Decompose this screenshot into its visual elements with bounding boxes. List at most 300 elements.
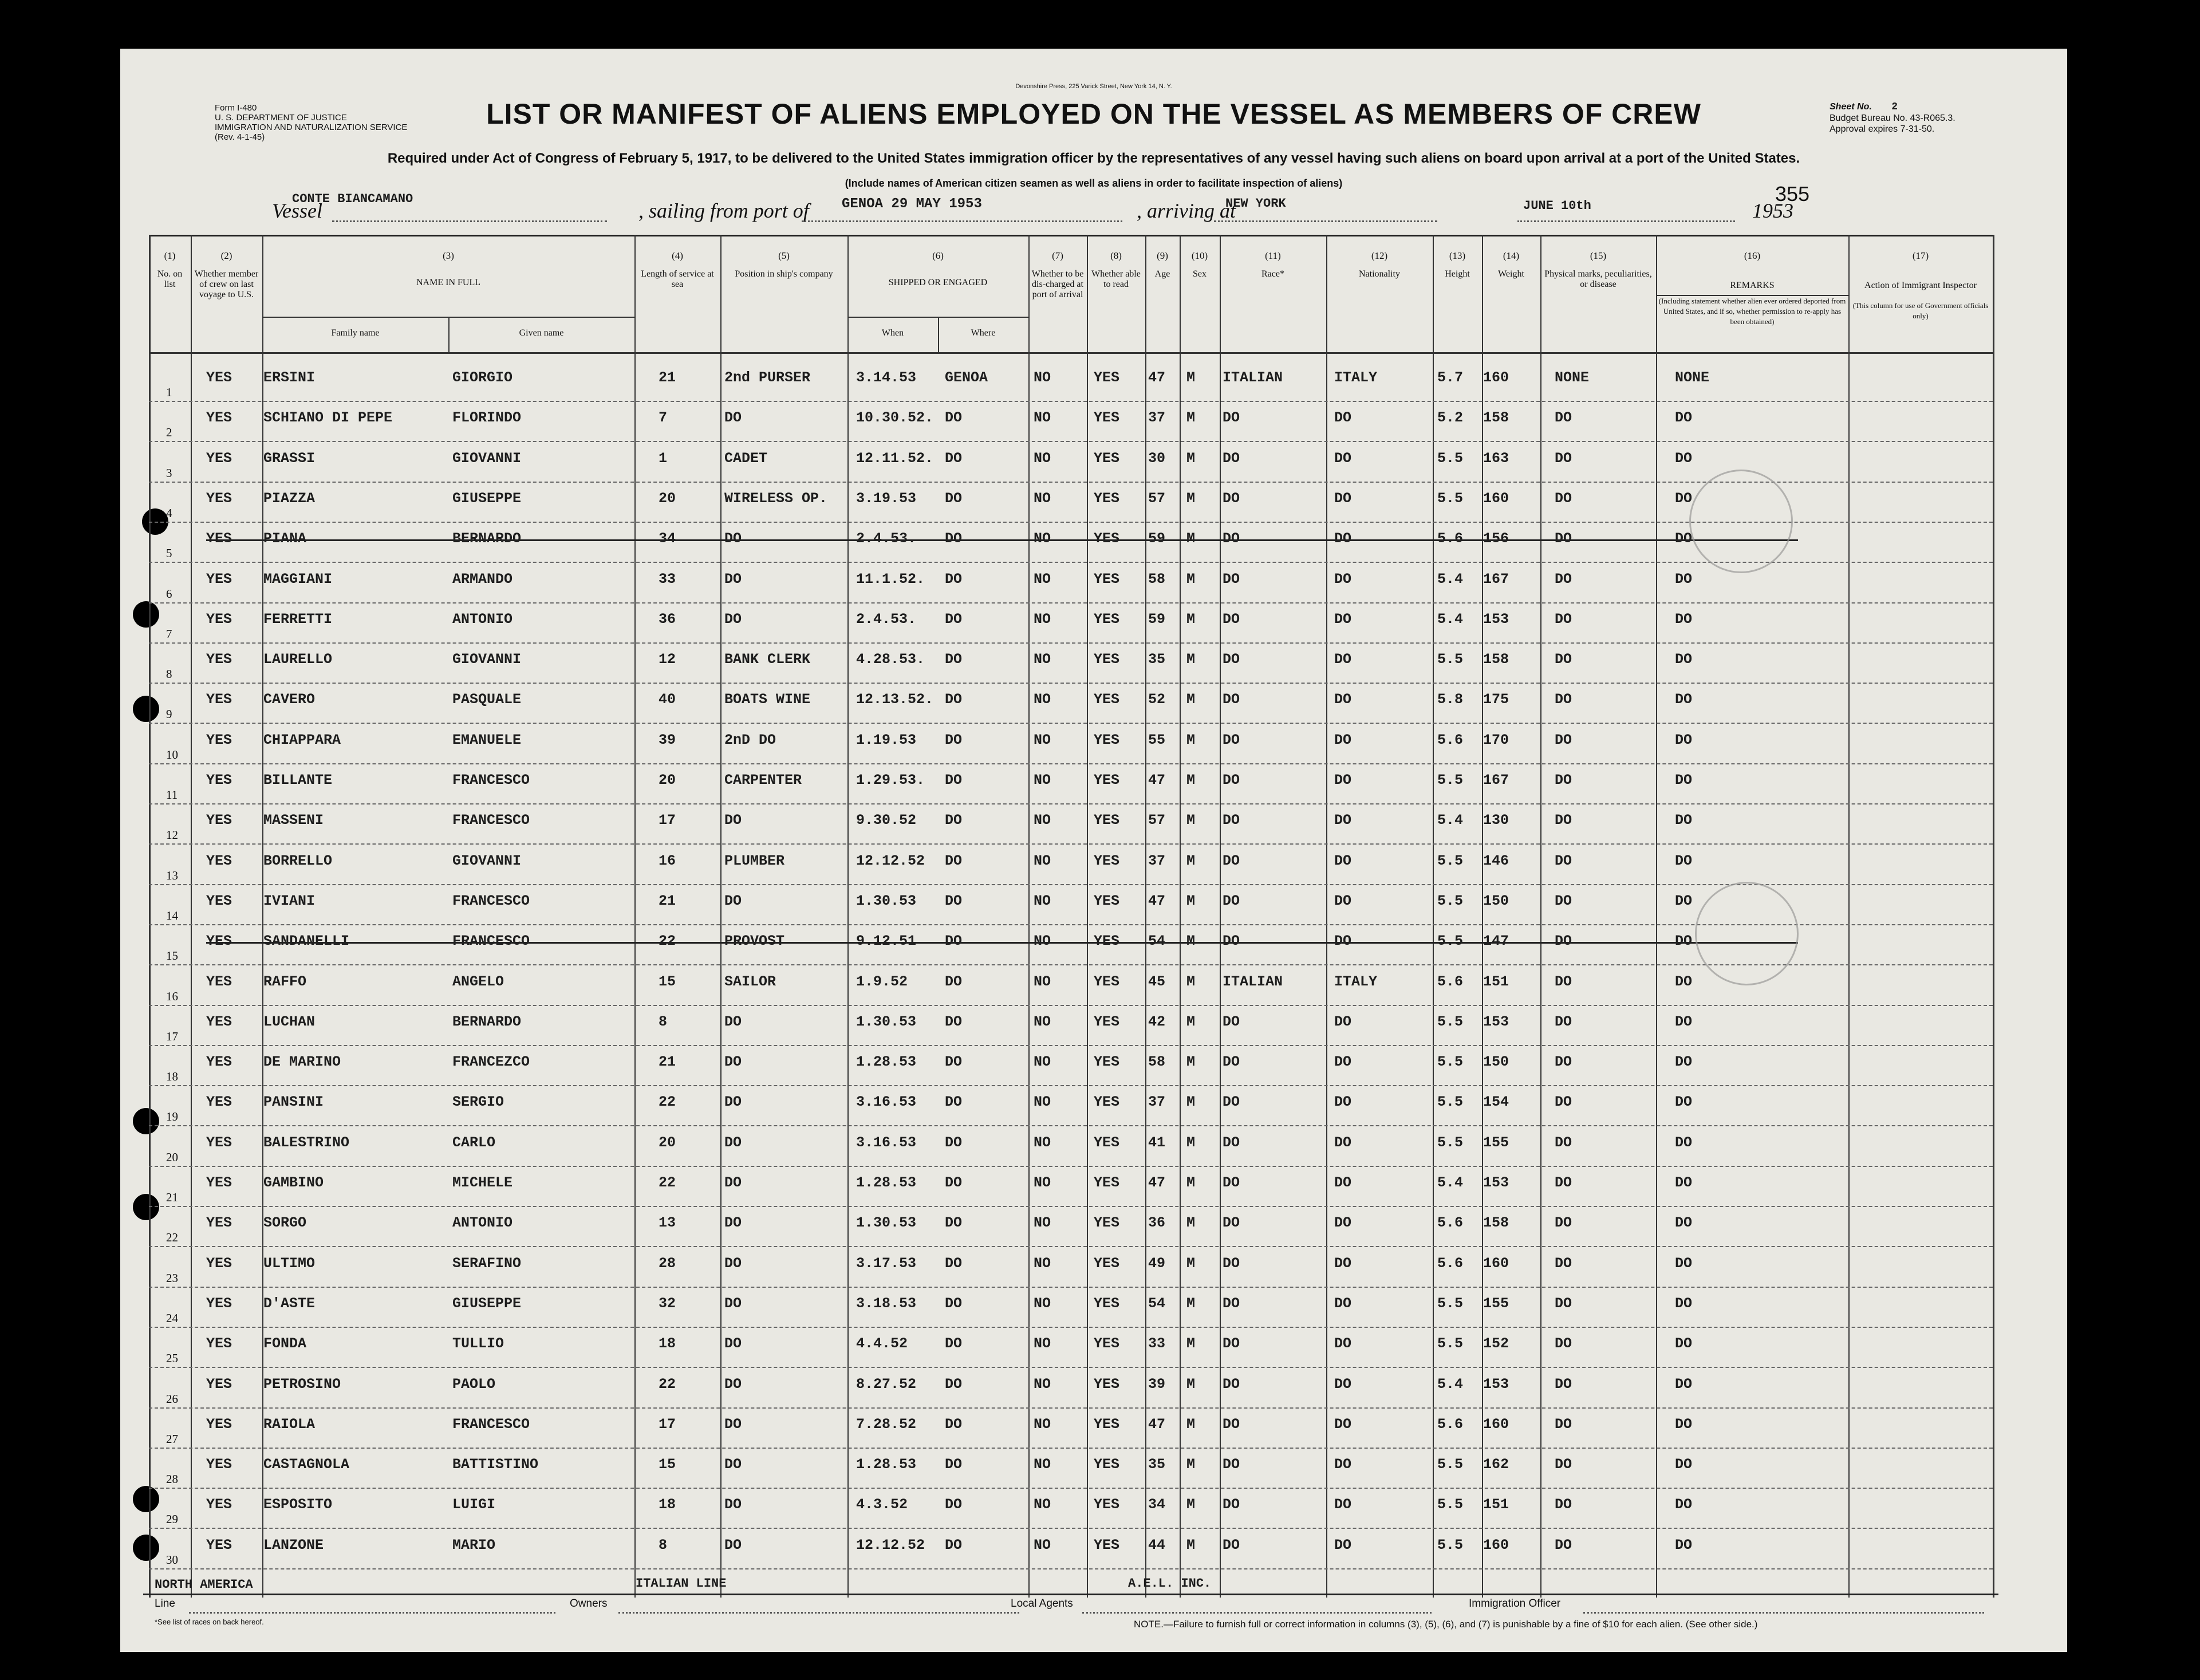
cell-age: 57 xyxy=(1148,490,1166,507)
cell-remarks: DO xyxy=(1675,490,1693,507)
cell-nationality: DO xyxy=(1334,812,1352,829)
cell-marks: DO xyxy=(1555,1415,1572,1433)
cell-height: 5.6 xyxy=(1437,530,1464,547)
cell-when: 2.4.53. xyxy=(856,610,917,628)
cell-position: 2nd PURSER xyxy=(724,369,811,386)
arrival-date: JUNE 10th xyxy=(1523,199,1591,213)
column-number: (10) xyxy=(1191,250,1208,261)
cell-discharge: NO xyxy=(1034,973,1051,990)
cell-service: 15 xyxy=(659,973,676,990)
column-subheader: Where xyxy=(971,328,996,338)
cell-where: DO xyxy=(945,731,963,748)
cell-read: YES xyxy=(1094,1456,1120,1473)
cell-height: 5.7 xyxy=(1437,369,1464,386)
cell-nationality: DO xyxy=(1334,1496,1352,1513)
cell-age: 41 xyxy=(1148,1134,1166,1151)
row-number: 18 xyxy=(166,1070,178,1084)
cell-nationality: DO xyxy=(1334,1214,1352,1232)
cell-given: CARLO xyxy=(452,1134,496,1151)
cell-race: DO xyxy=(1223,409,1240,427)
cell-given: GIUSEPPE xyxy=(452,490,522,507)
cell-nationality: DO xyxy=(1334,1134,1352,1151)
cell-remarks: DO xyxy=(1675,933,1693,950)
cell-read: YES xyxy=(1094,731,1120,748)
cell-marks: DO xyxy=(1555,691,1572,708)
cell-weight: 167 xyxy=(1483,772,1509,788)
cell-where: DO xyxy=(945,1456,963,1473)
cell-crew: YES xyxy=(206,772,232,788)
cell-position: SAILOR xyxy=(724,973,776,990)
cell-when: 8.27.52 xyxy=(856,1375,917,1393)
cell-position: BOATS WINE xyxy=(724,691,811,708)
cell-remarks: DO xyxy=(1675,1013,1693,1030)
cell-marks: DO xyxy=(1555,409,1572,427)
cell-height: 5.5 xyxy=(1437,449,1464,467)
cell-where: DO xyxy=(945,1174,963,1191)
cell-where: DO xyxy=(945,973,963,990)
cell-position: WIRELESS OP. xyxy=(724,490,828,507)
row-number: 30 xyxy=(166,1552,178,1567)
cell-discharge: NO xyxy=(1034,731,1051,748)
cell-weight: 153 xyxy=(1483,1174,1509,1191)
cell-age: 57 xyxy=(1148,812,1166,829)
cell-sex: M xyxy=(1186,1094,1196,1111)
cell-race: DO xyxy=(1223,812,1240,829)
cell-family: PANSINI xyxy=(263,1094,324,1111)
cell-height: 5.4 xyxy=(1437,812,1464,829)
cell-sex: M xyxy=(1186,1496,1196,1513)
cell-height: 5.5 xyxy=(1437,1134,1464,1151)
cell-crew: YES xyxy=(206,1134,232,1151)
cell-family: LUCHAN xyxy=(263,1013,316,1030)
cell-position: BANK CLERK xyxy=(724,651,811,668)
column-header: Nationality xyxy=(1359,269,1400,279)
cell-crew: YES xyxy=(206,1375,232,1393)
cell-read: YES xyxy=(1094,1013,1120,1030)
row-number: 9 xyxy=(166,707,172,721)
column-header: No. on list xyxy=(157,269,183,289)
cell-age: 35 xyxy=(1148,1456,1166,1473)
cell-read: YES xyxy=(1094,1094,1120,1111)
column-number: (11) xyxy=(1265,250,1281,261)
cell-crew: YES xyxy=(206,490,232,507)
column-subheader: Given name xyxy=(519,328,564,338)
cell-discharge: NO xyxy=(1034,1375,1051,1393)
cell-age: 37 xyxy=(1148,409,1166,427)
cell-nationality: DO xyxy=(1334,1094,1352,1111)
column-header: Weight xyxy=(1498,269,1524,279)
cell-service: 20 xyxy=(659,772,676,788)
cell-remarks: DO xyxy=(1675,1335,1693,1352)
cell-marks: DO xyxy=(1555,1013,1572,1030)
cell-when: 12.11.52. xyxy=(856,449,934,467)
cell-position: DO xyxy=(724,610,742,628)
footer-line-value: NORTH AMERICA xyxy=(155,1578,253,1592)
cell-nationality: DO xyxy=(1334,449,1352,467)
cell-family: ESPOSITO xyxy=(263,1496,333,1513)
cell-position: DO xyxy=(724,1536,742,1553)
cell-where: DO xyxy=(945,530,963,547)
cell-position: CADET xyxy=(724,449,768,467)
cell-position: DO xyxy=(724,1415,742,1433)
form-number: Form I-480 xyxy=(215,103,257,113)
cell-race: DO xyxy=(1223,691,1240,708)
cell-discharge: NO xyxy=(1034,490,1051,507)
cell-when: 11.1.52. xyxy=(856,570,925,587)
punch-hole xyxy=(133,1486,159,1512)
cell-read: YES xyxy=(1094,1134,1120,1151)
cell-sex: M xyxy=(1186,1214,1196,1232)
column-number: (6) xyxy=(932,250,944,261)
cell-when: 3.17.53 xyxy=(856,1255,917,1272)
cell-discharge: NO xyxy=(1034,610,1051,628)
column-number: (17) xyxy=(1912,250,1929,261)
cell-race: DO xyxy=(1223,651,1240,668)
cell-discharge: NO xyxy=(1034,892,1051,909)
cell-sex: M xyxy=(1186,1013,1196,1030)
cell-weight: 130 xyxy=(1483,812,1509,829)
cell-race: DO xyxy=(1223,892,1240,909)
cell-age: 44 xyxy=(1148,1536,1166,1553)
cell-marks: DO xyxy=(1555,1054,1572,1071)
cell-given: ANTONIO xyxy=(452,1214,513,1232)
cell-remarks: DO xyxy=(1675,409,1693,427)
page-title: LIST OR MANIFEST OF ALIENS EMPLOYED ON THE VESSEL AS MEMBERS OF CREW xyxy=(486,98,1701,130)
cell-nationality: DO xyxy=(1334,1255,1352,1272)
cell-read: YES xyxy=(1094,610,1120,628)
cell-where: DO xyxy=(945,490,963,507)
cell-when: 3.16.53 xyxy=(856,1134,917,1151)
cell-crew: YES xyxy=(206,651,232,668)
cell-sex: M xyxy=(1186,530,1196,547)
column-header: Whether member of crew on last voyage to U.S. xyxy=(194,269,259,299)
cell-crew: YES xyxy=(206,1255,232,1272)
cell-weight: 154 xyxy=(1483,1094,1509,1111)
cell-crew: YES xyxy=(206,973,232,990)
cell-position: PROVOST xyxy=(724,933,785,950)
cell-crew: YES xyxy=(206,1054,232,1071)
cell-sex: M xyxy=(1186,892,1196,909)
cell-read: YES xyxy=(1094,1174,1120,1191)
cell-nationality: DO xyxy=(1334,731,1352,748)
sheet-number: 2 xyxy=(1891,101,1898,113)
cell-remarks: DO xyxy=(1675,530,1693,547)
cell-discharge: NO xyxy=(1034,530,1051,547)
include-note: (Include names of American citizen seamen as well as aliens in order to facilitate inspection of aliens) xyxy=(845,178,1343,189)
cell-where: DO xyxy=(945,1255,963,1272)
cell-given: PAOLO xyxy=(452,1375,496,1393)
cell-marks: DO xyxy=(1555,449,1572,467)
cell-family: PETROSINO xyxy=(263,1375,341,1393)
cell-crew: YES xyxy=(206,1174,232,1191)
cell-marks: DO xyxy=(1555,933,1572,950)
cell-nationality: DO xyxy=(1334,610,1352,628)
cell-crew: YES xyxy=(206,1295,232,1312)
cell-weight: 158 xyxy=(1483,1214,1509,1232)
cell-sex: M xyxy=(1186,1054,1196,1071)
cell-sex: M xyxy=(1186,1335,1196,1352)
cell-read: YES xyxy=(1094,651,1120,668)
cell-when: 4.28.53. xyxy=(856,651,925,668)
cell-service: 13 xyxy=(659,1214,676,1232)
cell-service: 16 xyxy=(659,852,676,869)
cell-height: 5.5 xyxy=(1437,852,1464,869)
cell-where: DO xyxy=(945,812,963,829)
cell-remarks: DO xyxy=(1675,1174,1693,1191)
cell-sex: M xyxy=(1186,1255,1196,1272)
cell-sex: M xyxy=(1186,1134,1196,1151)
row-number: 28 xyxy=(166,1472,178,1486)
cell-discharge: NO xyxy=(1034,1456,1051,1473)
cell-age: 42 xyxy=(1148,1013,1166,1030)
cell-where: DO xyxy=(945,1134,963,1151)
cell-height: 5.5 xyxy=(1437,490,1464,507)
cell-discharge: NO xyxy=(1034,409,1051,427)
cell-given: LUIGI xyxy=(452,1496,496,1513)
cell-race: DO xyxy=(1223,731,1240,748)
cell-discharge: NO xyxy=(1034,1496,1051,1513)
cell-remarks: DO xyxy=(1675,1415,1693,1433)
cell-remarks: DO xyxy=(1675,1295,1693,1312)
cell-position: DO xyxy=(724,530,742,547)
cell-when: 1.28.53 xyxy=(856,1456,917,1473)
cell-given: PASQUALE xyxy=(452,691,522,708)
cell-where: DO xyxy=(945,1054,963,1071)
column-subheader: (Including statement whether alien ever ordered deported from United States, and if so, whether permission to re-apply has been obtained) xyxy=(1658,297,1846,326)
cell-sex: M xyxy=(1186,1375,1196,1393)
cell-age: 58 xyxy=(1148,570,1166,587)
row-number: 23 xyxy=(166,1271,178,1285)
column-header: Height xyxy=(1445,269,1470,279)
sheet-no-label: Sheet No. xyxy=(1830,102,1872,112)
cell-weight: 162 xyxy=(1483,1456,1509,1473)
cell-family: CAVERO xyxy=(263,691,316,708)
cell-where: DO xyxy=(945,651,963,668)
column-number: (14) xyxy=(1503,250,1520,261)
cell-nationality: DO xyxy=(1334,1013,1352,1030)
cell-service: 36 xyxy=(659,610,676,628)
footer-line-label: Line xyxy=(155,1598,175,1610)
cell-position: DO xyxy=(724,409,742,427)
cell-height: 5.5 xyxy=(1437,651,1464,668)
column-header: Age xyxy=(1154,269,1170,279)
cell-remarks: DO xyxy=(1675,1134,1693,1151)
cell-discharge: NO xyxy=(1034,570,1051,587)
cell-sex: M xyxy=(1186,490,1196,507)
printer-line: Devonshire Press, 225 Varick Street, New York 14, N. Y. xyxy=(1015,83,1172,90)
cell-height: 5.6 xyxy=(1437,731,1464,748)
cell-nationality: ITALY xyxy=(1334,973,1378,990)
row-number: 20 xyxy=(166,1150,178,1164)
cell-crew: YES xyxy=(206,1214,232,1232)
cell-position: DO xyxy=(724,1134,742,1151)
cell-service: 33 xyxy=(659,570,676,587)
cell-discharge: NO xyxy=(1034,1013,1051,1030)
cell-race: DO xyxy=(1223,1054,1240,1071)
cell-age: 35 xyxy=(1148,651,1166,668)
footer-owners-value: ITALIAN LINE xyxy=(636,1576,727,1591)
column-header: Whether to be dis-charged at port of arrival xyxy=(1031,269,1084,299)
cell-crew: YES xyxy=(206,369,232,386)
cell-race: DO xyxy=(1223,1255,1240,1272)
cell-service: 18 xyxy=(659,1496,676,1513)
cell-marks: DO xyxy=(1555,530,1572,547)
cell-service: 22 xyxy=(659,1174,676,1191)
cell-family: MAGGIANI xyxy=(263,570,333,587)
row-number: 4 xyxy=(166,506,172,520)
cell-marks: DO xyxy=(1555,1174,1572,1191)
cell-remarks: DO xyxy=(1675,772,1693,788)
cell-service: 20 xyxy=(659,490,676,507)
cell-given: FRANCESCO xyxy=(452,1415,530,1433)
cell-given: GIOVANNI xyxy=(452,651,522,668)
cell-age: 47 xyxy=(1148,1174,1166,1191)
row-number: 2 xyxy=(166,425,172,440)
cell-discharge: NO xyxy=(1034,369,1051,386)
cell-where: DO xyxy=(945,1375,963,1393)
cell-marks: DO xyxy=(1555,1375,1572,1393)
cell-crew: YES xyxy=(206,1013,232,1030)
cell-race: DO xyxy=(1223,530,1240,547)
cell-sex: M xyxy=(1186,409,1196,427)
cell-age: 45 xyxy=(1148,973,1166,990)
cell-discharge: NO xyxy=(1034,933,1051,950)
cell-sex: M xyxy=(1186,973,1196,990)
cell-height: 5.5 xyxy=(1437,1094,1464,1111)
cell-nationality: DO xyxy=(1334,892,1352,909)
vessel-name: CONTE BIANCAMANO xyxy=(292,192,413,206)
cell-given: FRANCESCO xyxy=(452,892,530,909)
punch-hole xyxy=(133,601,159,628)
cell-discharge: NO xyxy=(1034,1536,1051,1553)
cell-family: MASSENI xyxy=(263,812,324,829)
cell-given: FRANCESCO xyxy=(452,812,530,829)
cell-weight: 158 xyxy=(1483,409,1509,427)
cell-remarks: DO xyxy=(1675,731,1693,748)
cell-when: 1.28.53 xyxy=(856,1054,917,1071)
cell-given: TULLIO xyxy=(452,1335,504,1352)
cell-weight: 160 xyxy=(1483,490,1509,507)
cell-height: 5.5 xyxy=(1437,1295,1464,1312)
cell-crew: YES xyxy=(206,1496,232,1513)
cell-read: YES xyxy=(1094,772,1120,788)
cell-weight: 155 xyxy=(1483,1295,1509,1312)
cell-age: 47 xyxy=(1148,772,1166,788)
cell-remarks: DO xyxy=(1675,691,1693,708)
cell-weight: 153 xyxy=(1483,1013,1509,1030)
cell-where: DO xyxy=(945,892,963,909)
cell-discharge: NO xyxy=(1034,772,1051,788)
cell-sex: M xyxy=(1186,1295,1196,1312)
cell-family: ERSINI xyxy=(263,369,316,386)
arriving-label: , arriving at xyxy=(1137,199,1236,222)
column-subheader: (This column for use of Government officials only) xyxy=(1852,301,1989,320)
cell-read: YES xyxy=(1094,812,1120,829)
column-header: Sex xyxy=(1193,269,1207,279)
cell-family: D'ASTE xyxy=(263,1295,316,1312)
cell-read: YES xyxy=(1094,1054,1120,1071)
row-number: 15 xyxy=(166,949,178,963)
cell-race: DO xyxy=(1223,1536,1240,1553)
row-number: 1 xyxy=(166,385,172,399)
cell-family: SORGO xyxy=(263,1214,307,1232)
cell-discharge: NO xyxy=(1034,1174,1051,1191)
cell-crew: YES xyxy=(206,731,232,748)
cell-nationality: DO xyxy=(1334,1456,1352,1473)
cell-read: YES xyxy=(1094,933,1120,950)
cell-when: 1.9.52 xyxy=(856,973,908,990)
cell-when: 12.12.52 xyxy=(856,852,925,869)
cell-sex: M xyxy=(1186,449,1196,467)
cell-given: FRANCESCO xyxy=(452,772,530,788)
cell-height: 5.6 xyxy=(1437,1415,1464,1433)
row-number: 22 xyxy=(166,1231,178,1245)
cell-nationality: DO xyxy=(1334,409,1352,427)
cell-sex: M xyxy=(1186,933,1196,950)
cell-when: 3.16.53 xyxy=(856,1094,917,1111)
cell-race: DO xyxy=(1223,1214,1240,1232)
cell-crew: YES xyxy=(206,449,232,467)
cell-remarks: DO xyxy=(1675,1054,1693,1071)
cell-when: 3.14.53 xyxy=(856,369,917,386)
cell-discharge: NO xyxy=(1034,852,1051,869)
cell-discharge: NO xyxy=(1034,651,1051,668)
column-number: (1) xyxy=(164,250,176,261)
row-number: 3 xyxy=(166,466,172,480)
cell-nationality: DO xyxy=(1334,530,1352,547)
cell-family: CASTAGNOLA xyxy=(263,1456,350,1473)
cell-read: YES xyxy=(1094,1415,1120,1433)
cell-crew: YES xyxy=(206,852,232,869)
cell-when: 1.30.53 xyxy=(856,1013,917,1030)
cell-race: DO xyxy=(1223,1174,1240,1191)
cell-where: DO xyxy=(945,933,963,950)
cell-service: 20 xyxy=(659,1134,676,1151)
cell-where: DO xyxy=(945,852,963,869)
cell-height: 5.5 xyxy=(1437,1013,1464,1030)
cell-read: YES xyxy=(1094,409,1120,427)
column-number: (15) xyxy=(1590,250,1607,261)
cell-age: 59 xyxy=(1148,610,1166,628)
cell-nationality: DO xyxy=(1334,651,1352,668)
strike-through-line xyxy=(206,539,1798,541)
cell-height: 5.5 xyxy=(1437,933,1464,950)
cell-remarks: DO xyxy=(1675,1094,1693,1111)
cell-marks: DO xyxy=(1555,490,1572,507)
budget-bureau: Budget Bureau No. 43-R065.3. xyxy=(1830,113,1955,123)
cell-height: 5.4 xyxy=(1437,570,1464,587)
cell-position: DO xyxy=(724,892,742,909)
cell-position: DO xyxy=(724,1375,742,1393)
cell-marks: DO xyxy=(1555,1134,1572,1151)
cell-read: YES xyxy=(1094,892,1120,909)
cell-given: EMANUELE xyxy=(452,731,522,748)
cell-race: ITALIAN xyxy=(1223,973,1283,990)
cell-crew: YES xyxy=(206,812,232,829)
cell-discharge: NO xyxy=(1034,449,1051,467)
cell-weight: 160 xyxy=(1483,1415,1509,1433)
cell-when: 4.3.52 xyxy=(856,1496,908,1513)
cell-race: DO xyxy=(1223,1094,1240,1111)
cell-family: BALESTRINO xyxy=(263,1134,350,1151)
cell-discharge: NO xyxy=(1034,1214,1051,1232)
cell-given: SERAFINO xyxy=(452,1255,522,1272)
cell-discharge: NO xyxy=(1034,1054,1051,1071)
cell-read: YES xyxy=(1094,691,1120,708)
cell-marks: DO xyxy=(1555,1094,1572,1111)
sailing-label: , sailing from port of xyxy=(638,199,809,222)
column-header: Race* xyxy=(1261,269,1284,279)
